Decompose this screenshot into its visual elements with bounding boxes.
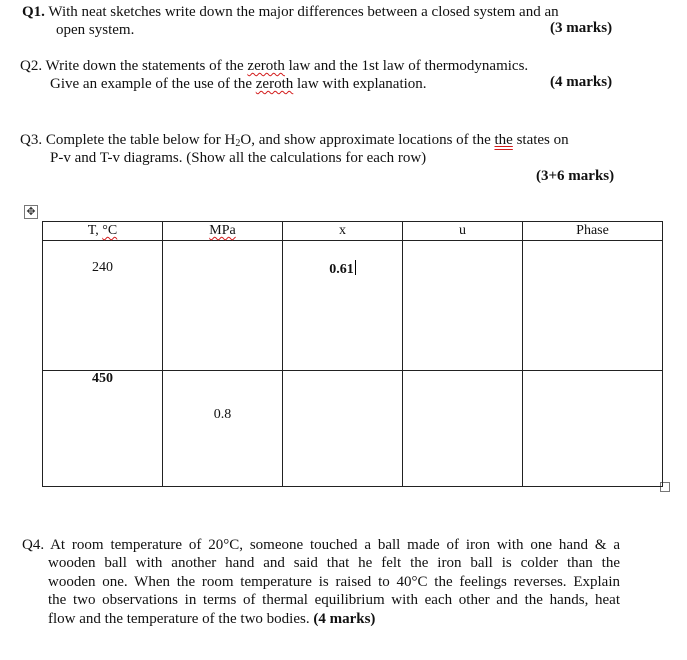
- row1-temperature-cell[interactable]: [43, 241, 163, 371]
- header-pressure-label: MPa: [209, 223, 236, 238]
- q3-text-1a: Q3. Complete the table below for H: [20, 132, 236, 148]
- q2-text-2a: Give an example of the use of the: [50, 76, 256, 92]
- header-phase[interactable]: [523, 222, 663, 241]
- row1-phase-cell[interactable]: [523, 241, 663, 371]
- row2-internal-energy-cell[interactable]: [403, 371, 523, 487]
- q2-line2: [50, 75, 427, 93]
- q3-text-2: P-v and T-v diagrams. (Show all the calculations for each row): [50, 150, 427, 166]
- row2-temperature-cell[interactable]: [43, 371, 163, 487]
- q2-spell-flag-1[interactable]: zeroth: [247, 58, 285, 74]
- header-phase-label: Phase: [576, 223, 609, 238]
- row2-pressure-cell[interactable]: [163, 371, 283, 487]
- q3-duplicate-word-flag[interactable]: the: [494, 132, 513, 148]
- row1-quality: 0.61: [329, 262, 354, 277]
- q4-text-2: wooden ball with another hand and said that he felt the iron ball is colder than the: [48, 555, 620, 572]
- table-row: [43, 371, 663, 487]
- q1-line1: [22, 3, 559, 21]
- row2-pressure: 0.8: [213, 407, 232, 422]
- header-quality-label: x: [339, 223, 346, 238]
- q1-marks: (3 marks): [550, 20, 613, 36]
- header-temperature[interactable]: T, °C: [43, 222, 163, 241]
- q3-text-1c: states on: [512, 132, 569, 148]
- q3-marks: (3+6 marks): [536, 168, 615, 184]
- row1-internal-energy-cell[interactable]: [403, 241, 523, 371]
- q4-marks: (4 marks): [313, 610, 376, 627]
- row1-quality-cell[interactable]: [283, 241, 403, 371]
- q1-text-2: open system.: [56, 22, 135, 38]
- table-row: [43, 241, 663, 371]
- q4-text-1: Q4. At room temperature of 20°C, someone touched a ball made of iron with one hand & a: [22, 537, 620, 553]
- q2-text-1a: Q2. Write down the statements of the: [20, 58, 248, 74]
- q2-marks: (4 marks): [550, 74, 613, 90]
- table-header-row: [43, 222, 663, 241]
- q2-text-2b: law with explanation.: [293, 76, 427, 92]
- q4-line5: [22, 610, 620, 628]
- steam-table: [42, 221, 663, 487]
- q4-text-5: flow and the temperature of the two bodies.: [48, 610, 314, 627]
- q3-subscript: 2: [235, 138, 241, 149]
- header-pressure[interactable]: [163, 222, 283, 241]
- q3-text-1b: O, and show approximate locations of the: [240, 132, 495, 148]
- row1-temperature: 240: [92, 260, 113, 275]
- q4-text-4: the two observations in terms of thermal equilibrium with each other and the hands, heat: [48, 592, 620, 609]
- q2-line1: [20, 57, 528, 75]
- q4-paragraph: [22, 536, 620, 628]
- row2-quality-cell[interactable]: [283, 371, 403, 487]
- row1-quality-wrap: [283, 260, 402, 278]
- q1-number: Q1.: [22, 4, 45, 20]
- header-temperature-unit: °C: [102, 223, 118, 238]
- header-internal-energy-label: u: [459, 223, 466, 238]
- q1-text-1: With neat sketches write down the major differences between a closed system and an: [48, 4, 559, 20]
- text-cursor: [355, 260, 356, 275]
- header-internal-energy[interactable]: [403, 222, 523, 241]
- row2-temperature: 450: [92, 371, 113, 386]
- header-quality[interactable]: [283, 222, 403, 241]
- table-move-icon[interactable]: ✥: [24, 205, 38, 219]
- q2-text-1b: law and the 1st law of thermodynamics.: [284, 58, 529, 74]
- row1-pressure-cell[interactable]: [163, 241, 283, 371]
- q2-spell-flag-2[interactable]: zeroth: [255, 76, 294, 92]
- row2-phase-cell[interactable]: [523, 371, 663, 487]
- q4-text-3: wooden one. When the room temperature is raised to 40°C the feelings reverses. Explain: [48, 573, 620, 590]
